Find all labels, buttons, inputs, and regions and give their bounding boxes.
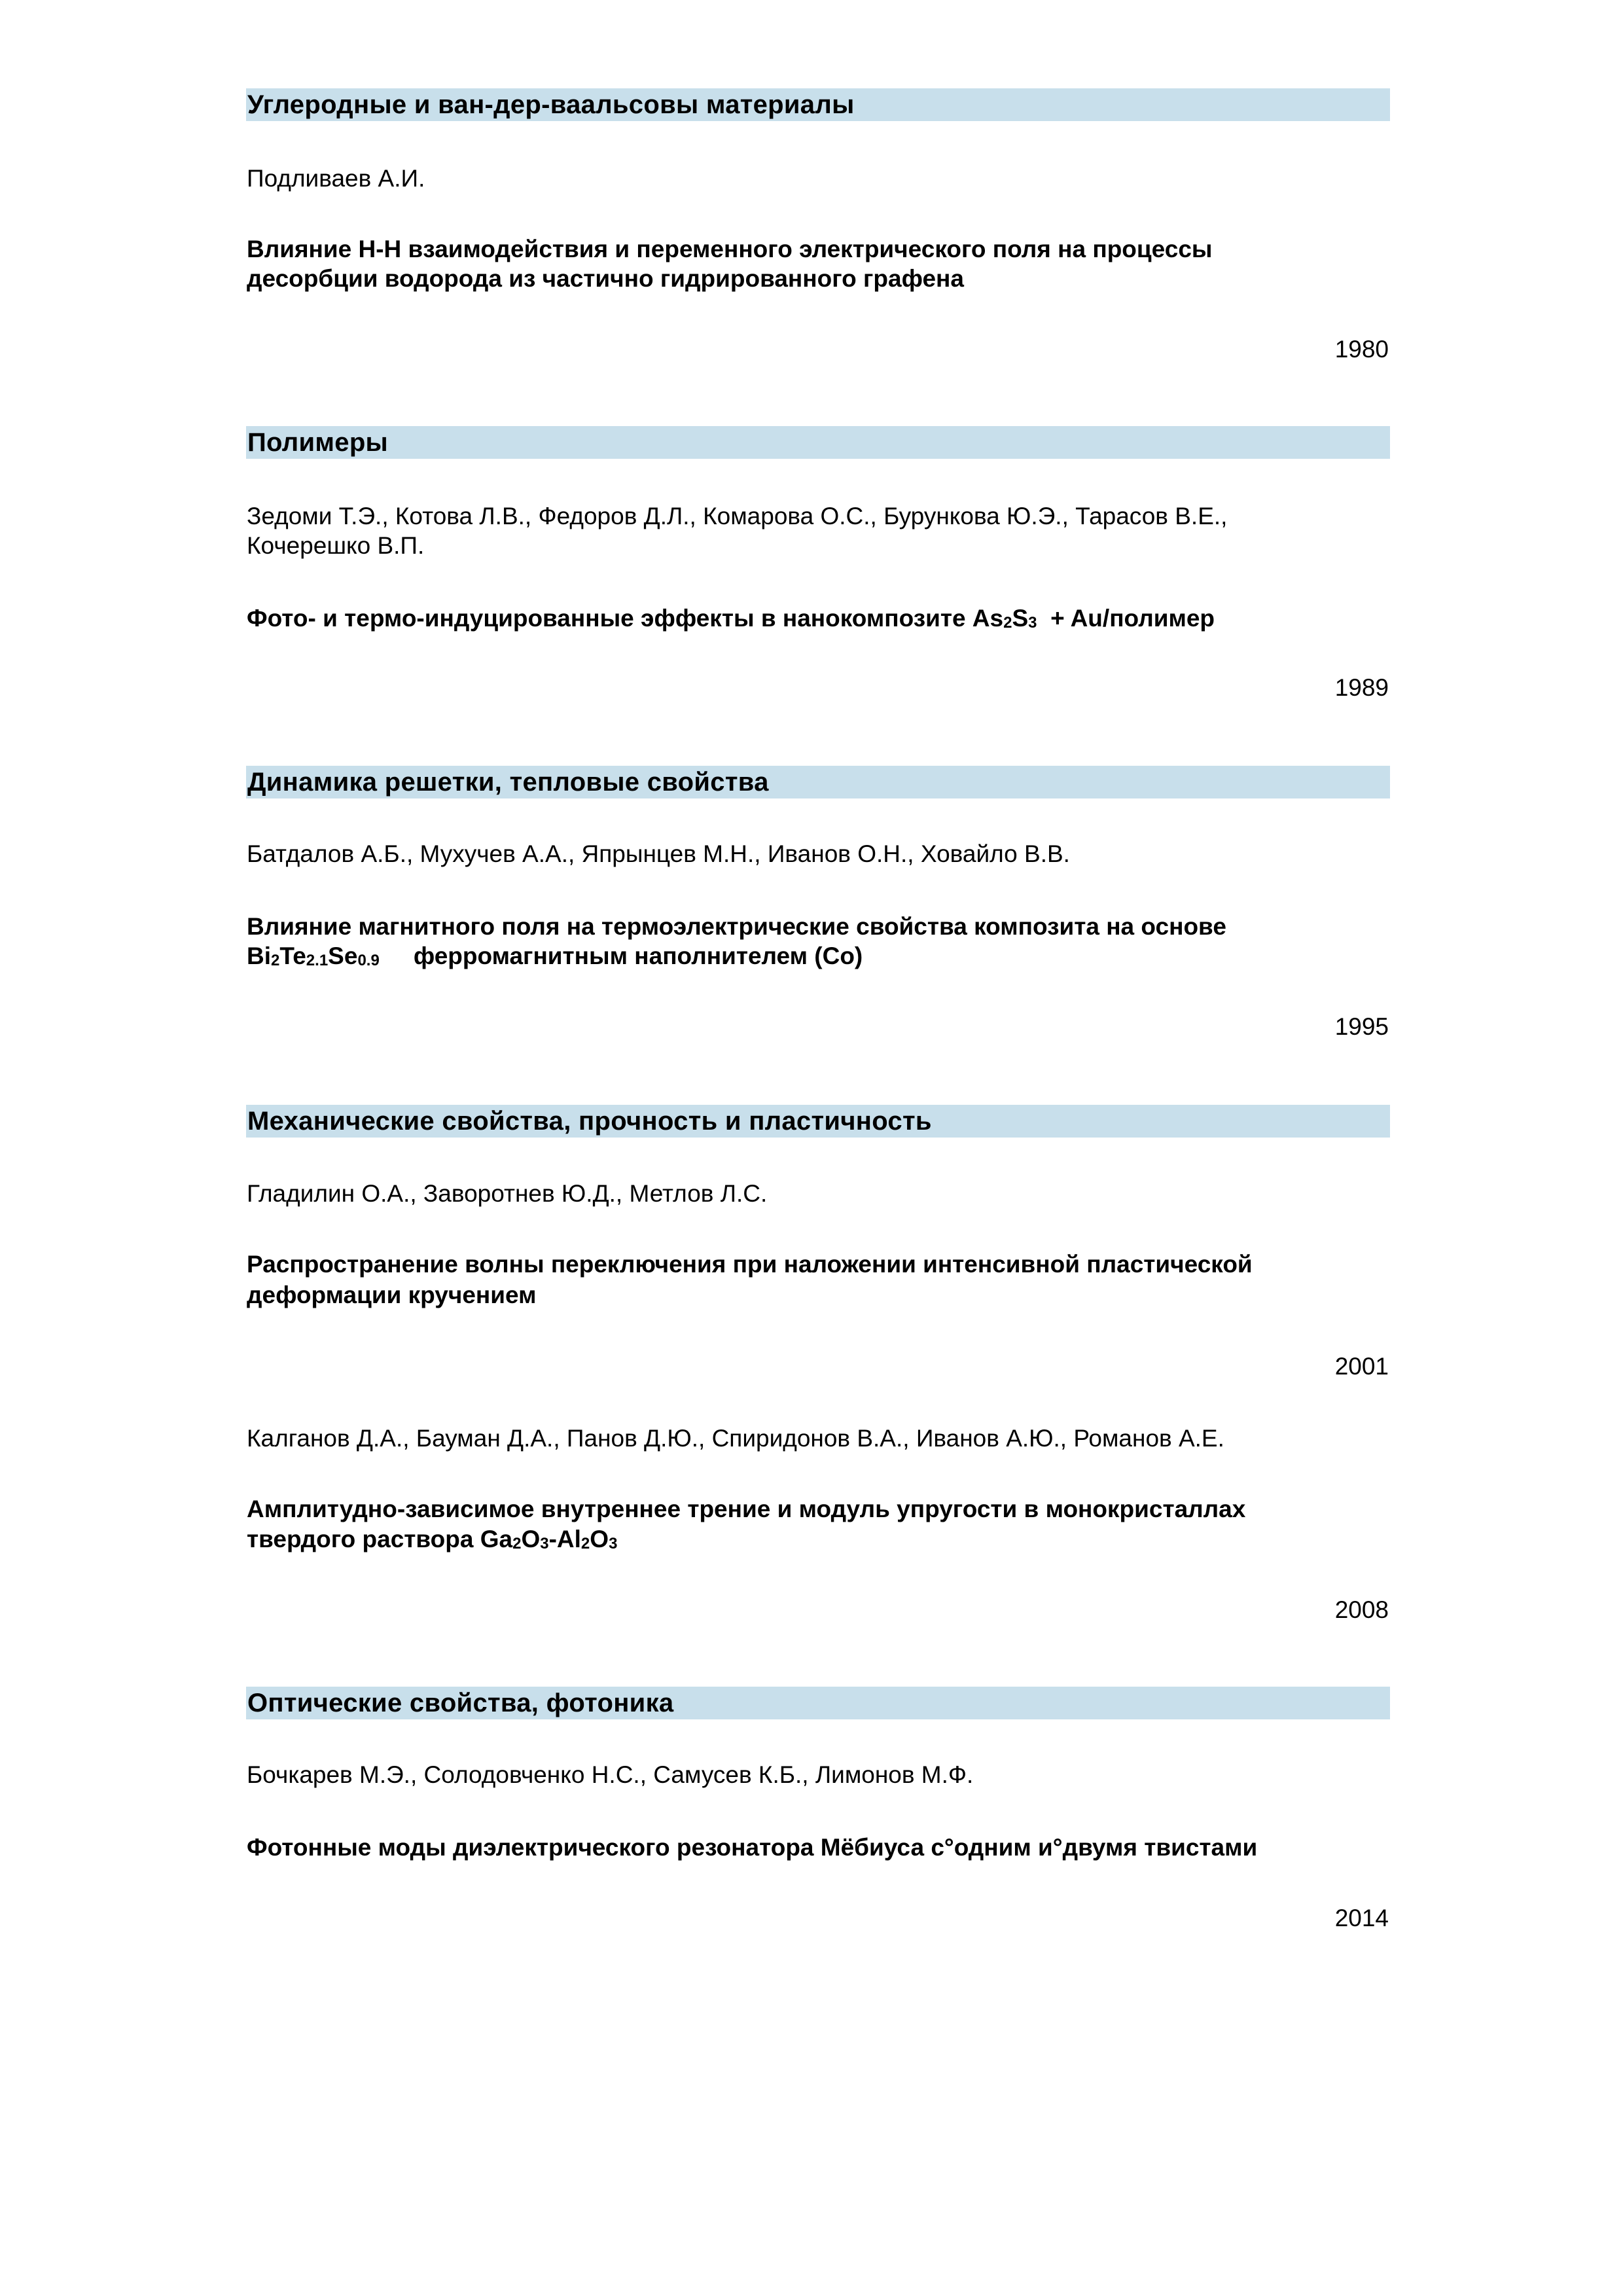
title-text: S <box>1012 605 1029 632</box>
subscript: 2 <box>1003 614 1012 632</box>
section-heading <box>246 88 1390 121</box>
authors: Калганов Д.А., Бауман Д.А., Панов Д.Ю., Спиридонов В.А., Иванов А.Ю., Романов А.Е. <box>247 1425 1224 1452</box>
heading-text: Динамика решетки, тепловые свойства <box>247 768 769 797</box>
subscript: 3 <box>540 1535 549 1552</box>
title-text: твердого раствора Ga <box>247 1526 513 1552</box>
subscript: 2 <box>580 1535 590 1552</box>
paper-title: деформации кручением <box>247 1282 537 1308</box>
section-heading <box>246 1105 1390 1138</box>
subscript: 2.1 <box>306 952 329 969</box>
title-text: O <box>521 1526 541 1552</box>
authors: Бочкарев М.Э., Солодовченко Н.С., Самусев К.Б., Лимонов М.Ф. <box>247 1761 974 1788</box>
page-number: 2014 <box>1334 1905 1389 1931</box>
title-text: O <box>590 1526 609 1552</box>
subscript: 0.9 <box>357 952 380 969</box>
paper-title <box>247 603 1215 638</box>
paper-title <box>247 1524 617 1559</box>
page-number: 2001 <box>1334 1353 1389 1380</box>
heading-text: Оптические свойства, фотоника <box>247 1689 674 1717</box>
authors: Зедоми Т.Э., Котова Л.В., Федоров Д.Л., Комарова О.С., Бурункова Ю.Э., Тарасов В.Е., <box>247 503 1228 529</box>
title-text: Фото- и термо-индуцированные эффекты в нанокомпозите As <box>247 605 1004 632</box>
title-text: ферромагнитным наполнителем (Co) <box>413 942 863 969</box>
page-number: 2008 <box>1334 1596 1389 1623</box>
page-number: 1989 <box>1334 674 1389 701</box>
subscript: 3 <box>609 1535 618 1552</box>
authors: Гладилин О.А., Заворотнев Ю.Д., Метлов Л.С. <box>247 1180 768 1207</box>
title-text: Se <box>328 942 358 969</box>
page-number: 1980 <box>1334 336 1389 363</box>
section-heading <box>246 426 1390 459</box>
title-text: + Au/полимер <box>1037 605 1215 632</box>
section-heading <box>246 766 1390 798</box>
authors: Кочерешко В.П. <box>247 532 425 559</box>
title-text: Bi <box>247 942 271 969</box>
paper-title: Влияние Н-Н взаимодействия и переменного электрического поля на процессы <box>247 236 1213 262</box>
heading-text: Полимеры <box>247 428 389 457</box>
page-number: 1995 <box>1334 1013 1389 1040</box>
paper-title <box>247 941 863 976</box>
heading-text: Механические свойства, прочность и пластичность <box>247 1107 932 1136</box>
paper-title: Распространение волны переключения при наложении интенсивной пластической <box>247 1251 1253 1278</box>
title-text: -Al <box>548 1526 581 1552</box>
subscript: 2 <box>512 1535 522 1552</box>
paper-title: десорбции водорода из частично гидрированного графена <box>247 265 964 292</box>
paper-title: Фотонные моды диэлектрического резонатора Мёбиуса с°одним и°двумя твистами <box>247 1834 1258 1861</box>
subscript: 2 <box>271 952 280 969</box>
paper-title: Амплитудно-зависимое внутреннее трение и модуль упругости в монокристаллах <box>247 1496 1246 1522</box>
subscript: 3 <box>1028 614 1037 632</box>
authors: Батдалов А.Б., Мухучев А.А., Япрынцев М.Н., Иванов О.Н., Ховайло В.В. <box>247 840 1070 867</box>
section-heading <box>246 1687 1390 1719</box>
paper-title: Влияние магнитного поля на термоэлектрические свойства композита на основе <box>247 913 1226 940</box>
authors: Подливаев А.И. <box>247 165 425 192</box>
heading-text: Углеродные и ван-дер-ваальсовы материалы <box>247 90 855 119</box>
title-text: Te <box>279 942 306 969</box>
